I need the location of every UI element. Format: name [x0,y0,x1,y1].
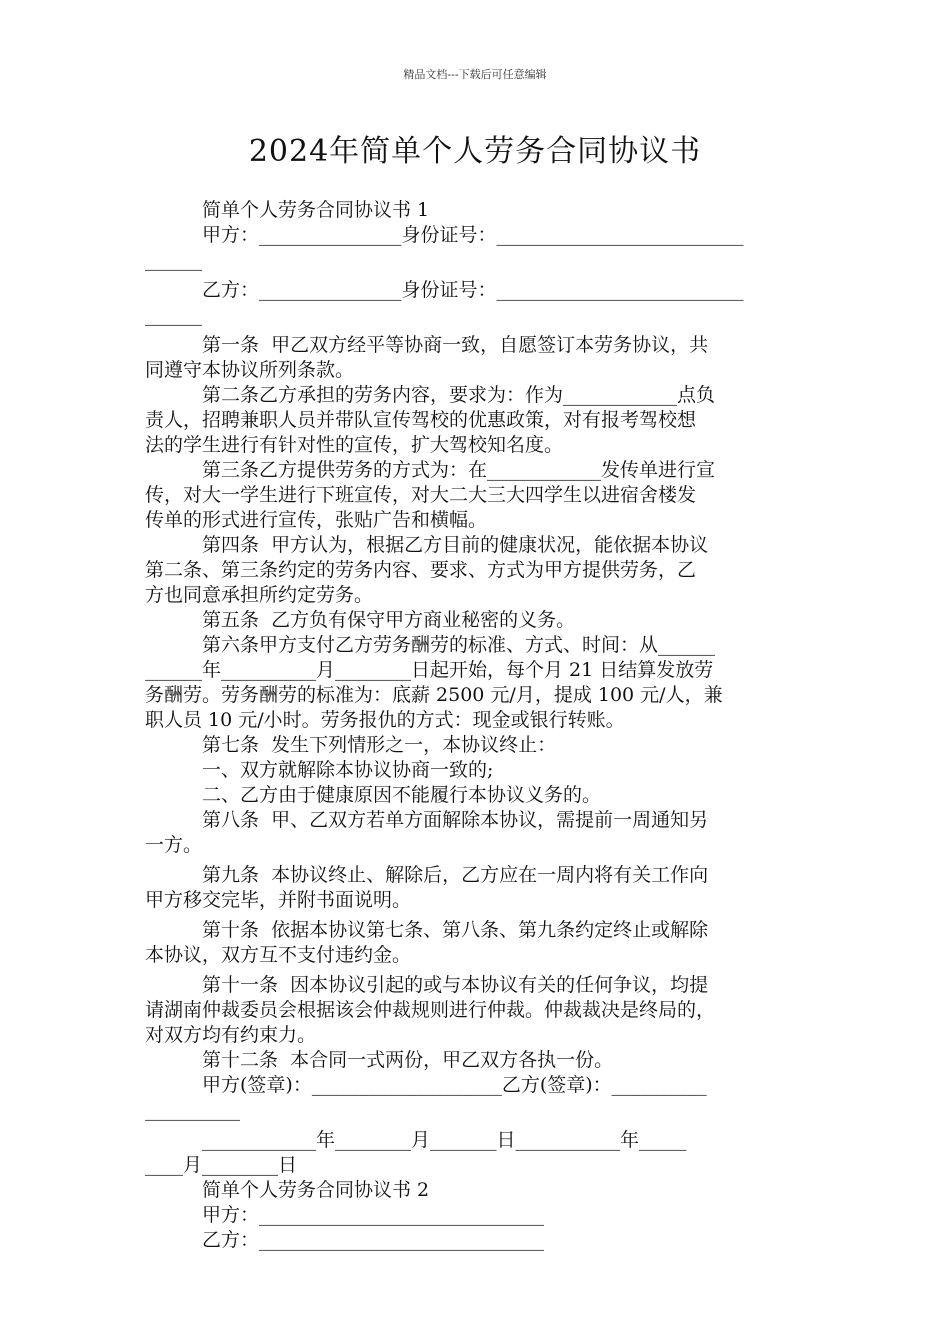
date-line: ____________年________月_______日___________年_____ [202,1129,687,1151]
section-heading-2: 简单个人劳务合同协议书 2 [202,1179,430,1201]
article-4: 第四条 甲方认为，根据乙方目前的健康状况，能依据本协议 [202,534,709,556]
document-title: 2024年简单个人劳务合同协议书 [248,134,702,169]
article-3-cont: 传单的形式进行宣传，张贴广告和横幅。 [145,509,488,531]
article-11-cont: 对双方均有约束力。 [145,1024,317,1046]
contract-body [145,198,807,1253]
article-5: 第五条 乙方负有保守甲方商业秘密的义务。 [202,609,576,631]
article-9-cont: 甲方移交完毕，并附书面说明。 [145,889,412,911]
party-b-line-cont: ______ [145,304,202,326]
article-8: 第八条 甲、乙双方若单方面解除本协议，需提前一周通知另 [202,809,709,831]
article-11: 第十一条 因本协议引起的或与本协议有关的任何争议，均提 [202,974,709,996]
article-4-cont: 第二条、第三条约定的劳务内容、要求、方式为甲方提供劳务，乙 [145,559,697,581]
article-2-cont: 责人，招聘兼职人员并带队宣传驾校的优惠政策，对有报考驾校想 [145,409,697,431]
article-6-cont: ______年__________月________日起开始，每个月 21 日结算发放劳 [145,659,714,681]
party-a-line: 甲方：_______________身份证号：__________________________ [202,224,744,246]
article-12: 第十二条 本合同一式两份，甲乙双方各执一份。 [202,1049,614,1071]
article-8-cont: 一方。 [145,834,203,856]
article-1: 第一条 甲乙双方经平等协商一致，自愿签订本劳务协议，共 [202,334,709,356]
article-11-cont: 请湖南仲裁委员会根据该会仲裁规则进行仲裁。仲裁裁决是终局的， [145,999,716,1021]
article-3: 第三条乙方提供劳务的方式为：在____________发传单进行宣 [202,459,716,481]
article-7-item-1: 一、双方就解除本协议协商一致的; [202,759,494,781]
date-line-cont: ____月________日 [145,1154,298,1176]
article-7-item-2: 二、乙方由于健康原因不能履行本协议义务的。 [202,784,602,806]
party-b-line: 乙方：_______________身份证号：__________________________ [202,279,744,301]
article-10: 第十条 依据本协议第七条、第八条、第九条约定终止或解除 [202,919,709,941]
article-9: 第九条 本协议终止、解除后，乙方应在一周内将有关工作向 [202,864,709,886]
article-10-cont: 本协议，双方互不支付违约金。 [145,944,412,966]
article-1-cont: 同遵守本协议所列条款。 [145,359,355,381]
article-6-cont: 务酬劳。劳务酬劳的标准为：底薪 2500 元/月，提成 100 元/人，兼 [145,684,723,706]
article-6: 第六条甲方支付乙方劳务酬劳的标准、方式、时间：从______ [202,634,716,656]
signature-line-cont: __________ [145,1099,240,1121]
article-2: 第二条乙方承担的劳务内容，要求为：作为____________点负 [202,384,716,406]
article-2-cont: 法的学生进行有针对性的宣传，扩大驾校知名度。 [145,434,564,456]
article-7: 第七条 发生下列情形之一，本协议终止： [202,734,557,756]
party-b-line-2: 乙方：______________________________ [202,1229,545,1251]
article-4-cont: 方也同意承担所约定劳务。 [145,584,374,606]
party-a-line-2: 甲方：______________________________ [202,1204,545,1226]
signature-line: 甲方(签章)：____________________乙方(签章)：__________ [202,1074,707,1096]
article-6-cont: 职人员 10 元/小时。劳务报仇的方式：现金或银行转账。 [145,709,625,731]
section-heading-1: 简单个人劳务合同协议书 1 [202,199,430,221]
party-a-line-cont: ______ [145,249,202,271]
header-note: 精品文档---下载后可任意编辑 [403,68,547,81]
article-3-cont: 传，对大一学生进行下班宣传，对大二大三大四学生以进宿舍楼发 [145,484,697,506]
